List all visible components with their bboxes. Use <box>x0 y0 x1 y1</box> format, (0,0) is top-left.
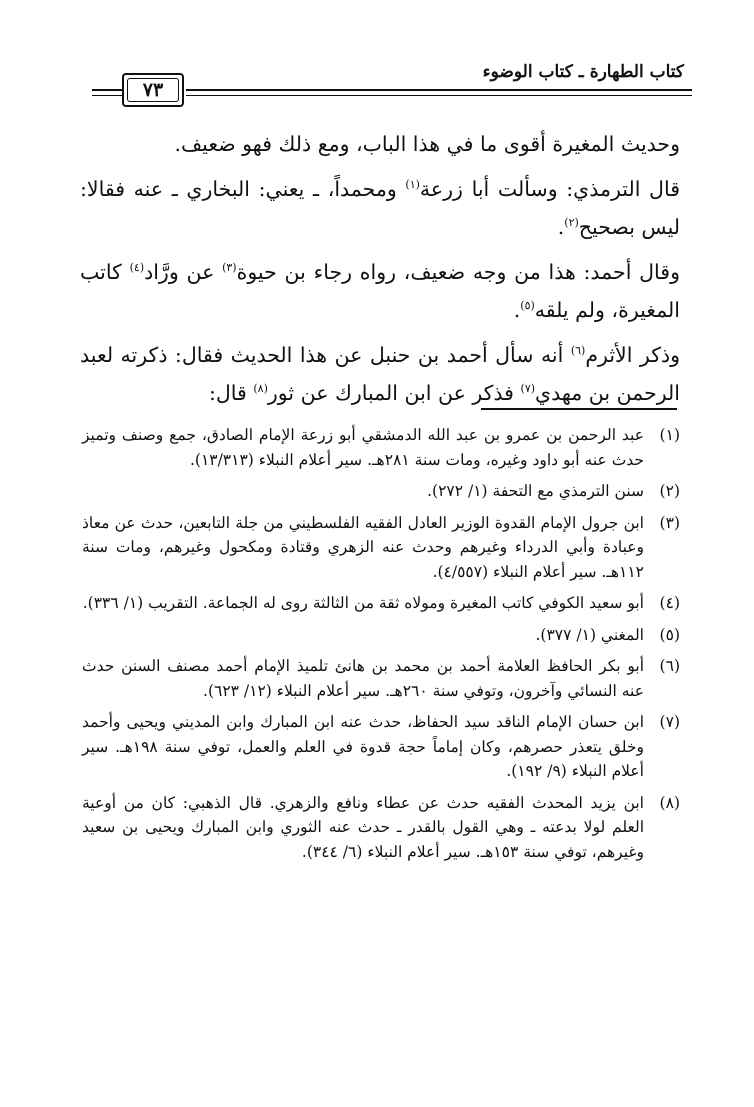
header-rule-left-thin <box>92 95 122 96</box>
footnote-number: (٥) <box>659 625 680 644</box>
footnote-ref: (١) <box>405 177 420 191</box>
footnote <box>82 479 680 504</box>
footnote-text: أبو سعيد الكوفي كاتب المغيرة ومولاه ثقة من الثالثة روى له الجماعة. التقريب (١/ ٣٣٦). <box>82 594 644 612</box>
footnote-number: (٣) <box>659 513 680 532</box>
text-run: . <box>557 215 565 239</box>
footnote <box>82 423 680 472</box>
page-number: ٧٣ <box>127 78 179 102</box>
text-run: وذكر الأثرم <box>585 342 680 367</box>
text-run: أنه سأل أحمد بن حنبل عن هذا الحديث فقال: ذكرته لعبد الرحمن بن مهدي <box>80 342 680 405</box>
footnote-ref: (٤) <box>129 260 145 274</box>
footnote <box>82 654 680 703</box>
footnote-ref: (٦) <box>570 343 586 357</box>
text-run: ومحمداً، ـ يعني: البخاري ـ عنه فقالا: ليس بصحيح <box>80 176 680 239</box>
footnote-text: عبد الرحمن بن عمرو بن عبد الله الدمشقي أبو زرعة الإمام الصادق، جمع وصنف وتميز حدث عنه أبو داود وغيره، ومات سنة ٢٨١هـ. سير أعلام النبلاء (١٣/٣١٣). <box>82 426 644 469</box>
footnote-number: (٢) <box>659 482 680 500</box>
footnote <box>82 710 680 784</box>
paragraph <box>80 125 680 164</box>
paragraph <box>80 253 680 330</box>
footnote-ref: (٢) <box>564 216 579 230</box>
footnote <box>82 791 680 865</box>
footnote-text: المغني (١/ ٣٧٧). <box>535 625 644 644</box>
footnote-ref: (٣) <box>222 260 237 274</box>
footnote-number: (٨) <box>659 793 680 812</box>
footnote <box>82 591 680 616</box>
footnote-separator <box>481 408 677 410</box>
footnote-ref: (٧) <box>520 382 536 396</box>
header-rule-left <box>92 89 122 91</box>
footnote-number: (٤) <box>659 594 680 612</box>
footnote-text: أبو بكر الحافظ العلامة أحمد بن محمد بن هانئ تلميذ الإمام أحمد مصنف السنن حدث عنه النسائي وآخرون، وتوفي سنة ٢٦٠هـ. سير أعلام النبلاء (١٢/ ٦٢٣). <box>82 657 644 700</box>
text-run: قال: <box>208 381 254 405</box>
text-run: عن ورَّاد <box>144 259 223 284</box>
text-run: وحديث المغيرة أقوى ما في هذا الباب، ومع ذلك فهو ضعيف. <box>174 132 680 156</box>
main-text <box>80 125 680 413</box>
footnote-text: ابن جرول الإمام القدوة الوزير العادل الفقيه الفلسطيني من جلة التابعين، حدث عن معاذ وعبادة وأبي الدرداء وغيرهم وحدث عنه الزهري وقتادة ومكحول وغيرهم، ومات سنة ١١٢هـ. سير أعلام النبلاء (٤/٥٥٧). <box>82 513 644 581</box>
paragraph <box>80 170 680 247</box>
text-run: . <box>513 298 521 322</box>
header-rule-thin <box>186 95 692 96</box>
footnote <box>82 623 680 648</box>
text-run: وقال أحمد: هذا من وجه ضعيف، رواه رجاء بن حيوة <box>236 259 680 284</box>
footnote-number: (١) <box>659 426 680 444</box>
footnote-text: ابن حسان الإمام الناقد سيد الحفاظ، حدث عنه ابن المبارك وابن المديني ويحيى وأحمد وخلق يتعذر حصرهم، وكان إماماً حجة قدوة في العلم والعمل، توفي سنة ١٩٨هـ. سير أعلام النبلاء (٩/ ١٩٢). <box>82 713 644 780</box>
footnotes <box>82 423 680 871</box>
text-run: فذكر عن ابن المبارك عن ثور <box>267 381 521 405</box>
text-run: قال الترمذي: وسألت أبا زرعة <box>419 176 680 201</box>
footnote-text: سنن الترمذي مع التحفة (١/ ٢٧٢). <box>427 482 644 500</box>
footnote-number: (٧) <box>659 713 680 731</box>
footnote-number: (٦) <box>659 657 680 675</box>
text-run: كاتب المغيرة، ولم يلقه <box>80 259 680 322</box>
header-rule <box>186 89 692 91</box>
footnote <box>82 511 680 585</box>
footnote-ref: (٥) <box>520 299 535 313</box>
footnote-text: ابن يزيد المحدث الفقيه حدث عن عطاء ونافع والزهري. قال الذهبي: كان من أوعية العلم لولا بدعته ـ وهي القول بالقدر ـ حدث عنه الثوري وابن المبارك ويحيى بن سعيد وغيرهم، توفي سنة ١٥٣هـ. سير أعلام النبلاء (٦/ ٣٤٤). <box>82 793 644 861</box>
footnote-ref: (٨) <box>253 382 268 396</box>
page-number-box <box>122 73 184 107</box>
running-head: كتاب الطهارة ـ كتاب الوضوء <box>482 62 684 82</box>
paragraph <box>80 336 680 413</box>
